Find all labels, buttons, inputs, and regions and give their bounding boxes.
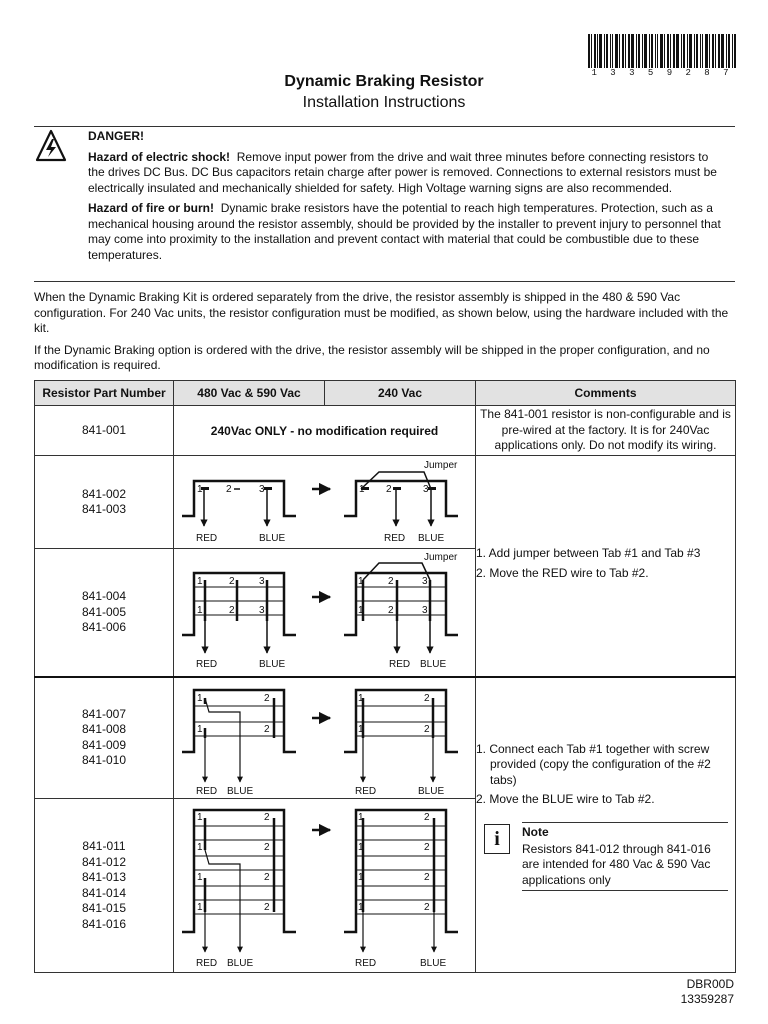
comment-a-step-2: 2. Move the RED wire to Tab #2. <box>476 565 649 580</box>
tab-1-label: 1 <box>197 871 203 883</box>
header-part-number: Resistor Part Number <box>35 381 174 406</box>
blue-label: BLUE <box>418 785 445 797</box>
resistor-table <box>34 380 736 973</box>
red-label: RED <box>196 785 218 797</box>
tab-1-label: 1 <box>358 841 364 853</box>
comment-841-001: The 841-001 resistor is non-configurable and is pre-wired at the factory. It is for 240Vac applications only. Do not modify its wiring. <box>476 406 736 456</box>
tab-2-label: 2 <box>264 723 270 735</box>
comment-b-step-1: 1. Connect each Tab #1 together with screw provided (copy the configuration of the #2 tabs) <box>476 741 711 787</box>
shock-text: Remove input power from the drive and wait three minutes before connecting resistors to the drives DC Bus. DC Bus capacitors retain charge after power is removed. Connections to external resistors must be electrically insulated and mechanically shielded for safety. High Voltage warning signs are also recommended. <box>88 149 717 195</box>
header-480-590: 480 Vac & 590 Vac <box>174 381 325 406</box>
red-label: RED <box>355 957 377 969</box>
tab-2-label: 2 <box>424 841 430 853</box>
document-code: DBR00D <box>686 977 734 991</box>
tab-2-label: 2 <box>424 692 430 704</box>
tab-1-label: 1 <box>358 811 364 823</box>
tab-2-label: 2 <box>388 576 394 588</box>
barcode <box>588 34 736 68</box>
tab-3-label: 3 <box>422 576 428 588</box>
tab-2-label: 2 <box>264 692 270 704</box>
tab-2-label: 2 <box>229 605 235 617</box>
tab-1-label: 1 <box>197 901 203 913</box>
blue-label: BLUE <box>418 533 445 544</box>
tab-2-label: 2 <box>264 811 270 823</box>
tab-1-label: 1 <box>358 576 364 588</box>
tab-1-label: 1 <box>197 723 203 735</box>
blue-label: BLUE <box>420 659 447 671</box>
header-comments: Comments <box>476 381 736 406</box>
tab-1-label: 1 <box>197 576 203 588</box>
wiring-diagram-row-5 <box>174 799 476 973</box>
tab-1-label: 1 <box>358 692 364 704</box>
fire-text: Dynamic brake resistors have the potential to reach high temperatures. Protection, such as a mechanical housing around the resistor assembly, should be provided by the installer to prevent injury to personnel that may come into proximity to the installation and prevent contact with material that could be combustible due to these temperatures. <box>88 201 721 262</box>
intro <box>34 290 734 380</box>
tab-3-label: 3 <box>259 605 265 617</box>
tab-3-label: 3 <box>259 484 265 495</box>
note-divider <box>522 890 728 891</box>
page-title: Dynamic Braking Resistor <box>284 73 484 90</box>
footer <box>681 977 734 1007</box>
no-modification-note: 240Vac ONLY - no modification required <box>174 406 476 456</box>
red-label: RED <box>196 957 218 969</box>
jumper-label: Jumper <box>424 460 458 471</box>
tab-1-label: 1 <box>197 811 203 823</box>
comment-a-step-1: 1. Add jumper between Tab #1 and Tab #3 <box>476 546 701 561</box>
blue-label: BLUE <box>259 659 286 671</box>
page-subtitle: Installation Instructions <box>302 94 466 111</box>
wiring-diagram-row-4 <box>174 677 476 799</box>
divider <box>34 126 735 127</box>
tab-3-label: 3 <box>259 576 265 588</box>
comment-group-b <box>476 677 736 973</box>
tab-2-label: 2 <box>388 605 394 617</box>
tab-1-label: 1 <box>359 484 365 495</box>
tab-2-label: 2 <box>226 484 232 495</box>
tab-2-label: 2 <box>229 576 235 588</box>
note-box <box>484 822 735 892</box>
tab-2-label: 2 <box>264 841 270 853</box>
danger-heading: DANGER! <box>88 129 144 143</box>
note-text: Resistors 841-012 through 841-016 are intended for 480 Vac & 590 Vac applications only <box>522 841 711 887</box>
document-number: 13359287 <box>680 992 734 1006</box>
wiring-diagram-row-2 <box>174 456 476 549</box>
electric-shock-warning-icon <box>35 129 67 163</box>
tab-2-label: 2 <box>386 484 392 495</box>
danger-block <box>88 129 728 268</box>
part-numbers: 841-007 841-008 841-009 841-010 <box>35 677 174 799</box>
jumper-label: Jumper <box>424 552 458 564</box>
red-label: RED <box>389 659 411 671</box>
tab-2-label: 2 <box>424 871 430 883</box>
fire-label: Hazard of fire or burn! <box>88 201 215 215</box>
part-numbers: 841-001 <box>35 406 174 456</box>
tab-2-label: 2 <box>264 901 270 913</box>
note-heading: Note <box>522 822 728 841</box>
part-numbers: 841-002 841-003 <box>35 456 174 549</box>
shock-warning <box>88 150 728 197</box>
blue-label: BLUE <box>227 785 254 797</box>
tab-1-label: 1 <box>358 605 364 617</box>
header-240: 240 Vac <box>325 381 476 406</box>
divider <box>34 281 735 282</box>
comment-group-a <box>476 456 736 677</box>
shock-label: Hazard of electric shock! <box>88 149 231 164</box>
red-label: RED <box>355 785 377 797</box>
comment-b-step-2: 2. Move the BLUE wire to Tab #2. <box>476 792 655 806</box>
red-label: RED <box>384 533 406 544</box>
tab-2-label: 2 <box>424 811 430 823</box>
part-numbers: 841-011 841-012 841-013 841-014 841-015 841-016 <box>35 799 174 973</box>
tab-1-label: 1 <box>197 484 203 495</box>
barcode-number: 1 3 3 5 9 2 8 7 <box>591 68 733 78</box>
fire-warning <box>88 201 728 263</box>
tab-2-label: 2 <box>424 901 430 913</box>
blue-label: BLUE <box>227 957 254 969</box>
tab-1-label: 1 <box>197 692 203 704</box>
tab-2-label: 2 <box>264 871 270 883</box>
red-label: RED <box>196 533 218 544</box>
tab-1-label: 1 <box>358 723 364 735</box>
wiring-diagram-row-3 <box>174 549 476 677</box>
info-icon: i <box>484 824 510 854</box>
red-label: RED <box>196 659 218 671</box>
blue-label: BLUE <box>420 957 447 969</box>
part-numbers: 841-004 841-005 841-006 <box>35 549 174 677</box>
intro-paragraph-1: When the Dynamic Braking Kit is ordered separately from the drive, the resistor assembly is shipped in the 480 & 590 Vac configuration. For 240 Vac units, the resistor configuration must be modified, as shown below, using the hardware included with the kit. <box>34 290 729 335</box>
tab-1-label: 1 <box>358 871 364 883</box>
tab-1-label: 1 <box>197 605 203 617</box>
tab-1-label: 1 <box>197 841 203 853</box>
tab-2-label: 2 <box>424 723 430 735</box>
intro-paragraph-2: If the Dynamic Braking option is ordered with the drive, the resistor assembly will be shipped in the proper configuration, and no modification is required. <box>34 342 710 372</box>
tab-3-label: 3 <box>423 484 429 495</box>
tab-1-label: 1 <box>358 901 364 913</box>
blue-label: BLUE <box>259 533 286 544</box>
tab-3-label: 3 <box>422 605 428 617</box>
